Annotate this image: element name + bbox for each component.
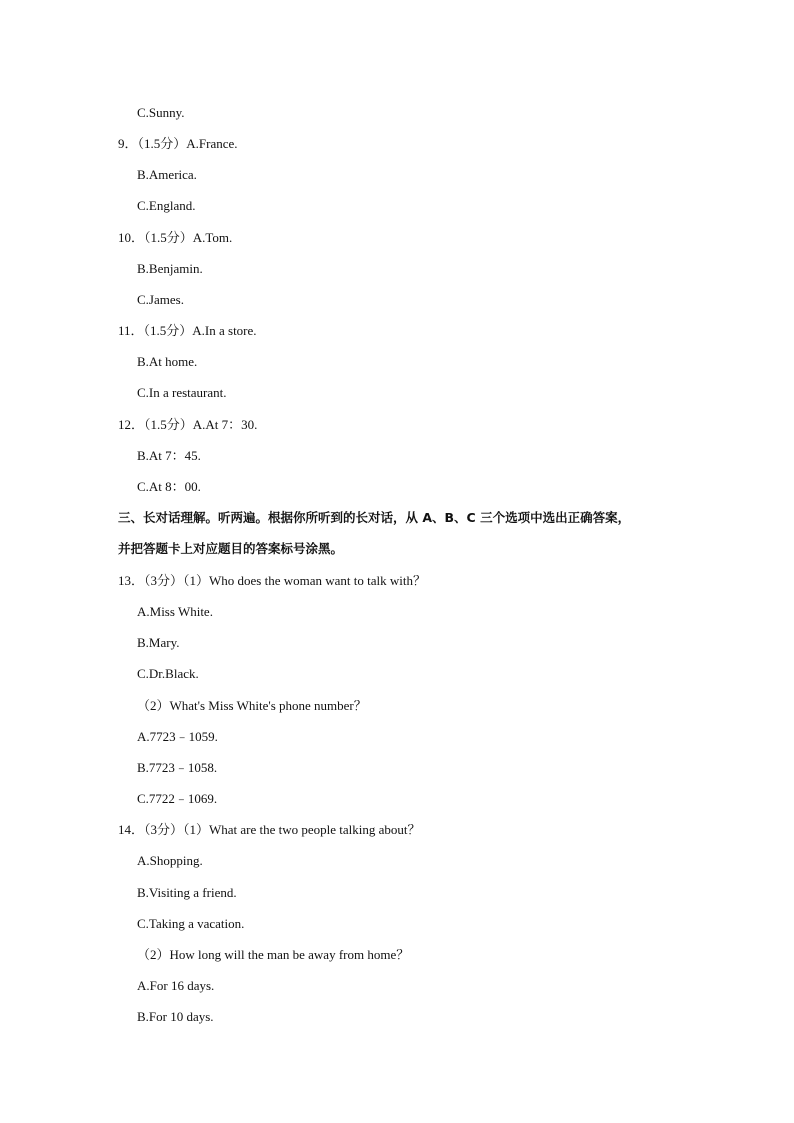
section-heading: 三、长对话理解。听两遍。根据你所听到的长对话，从 A、B、C 三个选项中选出正确答案，: [118, 510, 631, 525]
option-13-1b: B.Mary.: [137, 635, 180, 650]
option-8c: C.Sunny.: [137, 105, 185, 120]
option-13-1a: A.Miss White.: [137, 604, 213, 619]
sub-question-13-2: （2）What's Miss White's phone number？: [137, 698, 367, 713]
option-9b: B.America.: [137, 167, 197, 182]
option-12c: C.At 8：00.: [137, 479, 201, 494]
option-11c: C.In a restaurant.: [137, 385, 227, 400]
option-12b: B.At 7：45.: [137, 448, 201, 463]
option-11b: B.At home.: [137, 354, 198, 369]
option-14-1c: C.Taking a vacation.: [137, 916, 245, 931]
option-14-2b: B.For 10 days.: [137, 1009, 214, 1024]
question-10: 10．（1.5分）A.Tom.: [118, 230, 233, 245]
option-10c: C.James.: [137, 292, 184, 307]
question-9: 9．（1.5分）A.France.: [118, 136, 238, 151]
sub-question-14-2: （2）How long will the man be away from home？: [137, 947, 410, 962]
option-13-2c: C.7722﹣1069.: [137, 791, 218, 806]
option-13-2a: A.7723﹣1059.: [137, 729, 218, 744]
option-13-1c: C.Dr.Black.: [137, 666, 199, 681]
question-12: 12．（1.5分）A.At 7：30.: [118, 417, 258, 432]
option-14-1b: B.Visiting a friend.: [137, 885, 237, 900]
question-11: 11．（1.5分）A.In a store.: [118, 323, 257, 338]
option-10b: B.Benjamin.: [137, 261, 203, 276]
section-heading-cont: 并把答题卡上对应题目的答案标号涂黑。: [118, 541, 344, 556]
option-13-2b: B.7723﹣1058.: [137, 760, 218, 775]
option-9c: C.England.: [137, 198, 196, 213]
question-13: 13．（3分）（1）Who does the woman want to talk with？: [118, 573, 426, 588]
question-14: 14．（3分）（1）What are the two people talking about？: [118, 822, 421, 837]
option-14-2a: A.For 16 days.: [137, 978, 215, 993]
option-14-1a: A.Shopping.: [137, 853, 203, 868]
